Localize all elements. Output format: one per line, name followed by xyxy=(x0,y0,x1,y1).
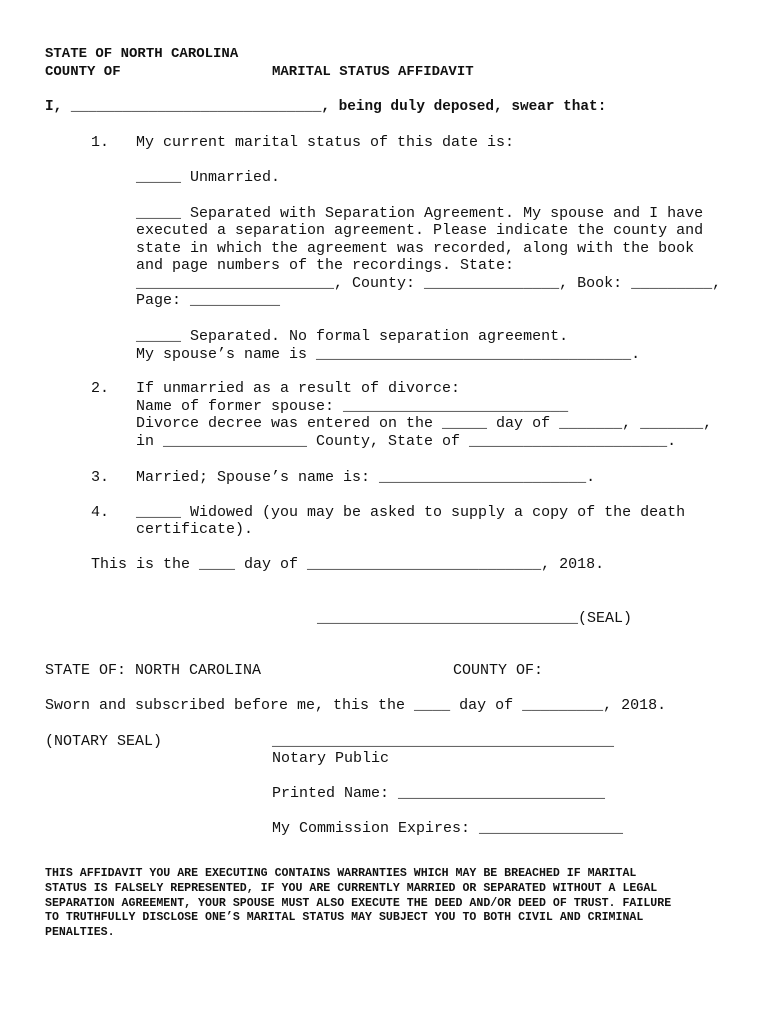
divorce-line: If unmarried as a result of divorce: xyxy=(136,380,461,397)
separated-agreement-line: _____ Separated with Separation Agreement. My spouse and I have xyxy=(136,205,704,222)
separated-agreement-line: executed a separation agreement. Please indicate the county and xyxy=(136,222,704,239)
warning-line: PENALTIES. xyxy=(45,926,115,940)
warning-line: STATUS IS FALSELY REPRESENTED, IF YOU ARE CURRENTLY MARRIED OR SEPARATED WITHOUT A LEGAL xyxy=(45,881,658,895)
header-state: STATE OF NORTH CAROLINA xyxy=(45,46,239,62)
date-line: This is the ____ day of __________________________, 2018. xyxy=(91,556,605,573)
option-unmarried: _____ Unmarried. xyxy=(136,169,281,186)
divorce-decree-field: Divorce decree was entered on the _____ day of _______, _______, xyxy=(136,415,713,432)
printed-name-field: Printed Name: _______________________ xyxy=(272,785,606,802)
warning-line: THIS AFFIDAVIT YOU ARE EXECUTING CONTAINS WARRANTIES WHICH MAY BE BREACHED IF MARITAL xyxy=(45,867,637,880)
notary-public-label: Notary Public xyxy=(272,750,390,767)
document-title: MARITAL STATUS AFFIDAVIT xyxy=(272,64,474,80)
item-1-number: 1. xyxy=(91,134,110,151)
separated-agreement-line: and page numbers of the recordings. State: xyxy=(136,257,515,274)
warning-notice xyxy=(45,867,735,941)
divorce-county-state-field: in ________________ County, State of ______________________. xyxy=(136,433,677,450)
married-spouse-field: Married; Spouse’s name is: _______________________. xyxy=(136,469,596,486)
item-1-text: My current marital status of this date is: xyxy=(136,134,515,151)
notary-state: STATE OF: NORTH CAROLINA xyxy=(45,662,262,679)
former-spouse-field: Name of former spouse: _________________________ xyxy=(136,398,569,415)
separated-agreement-page-field: Page: __________ xyxy=(136,292,281,309)
option-widowed-cont: certificate). xyxy=(136,521,254,538)
notary-signature-line: ______________________________________ xyxy=(272,733,615,750)
separated-agreement-fields: ______________________, County: _______________, Book: _________, xyxy=(136,275,722,292)
spouse-name-field: My spouse’s name is ___________________________________. xyxy=(136,346,641,363)
intro-line: I, _____________________________, being duly deposed, swear that: xyxy=(45,99,607,115)
commission-expires-field: My Commission Expires: ________________ xyxy=(272,820,624,837)
warning-line: TO TRUTHFULLY DISCLOSE ONE’S MARITAL STATUS MAY SUBJECT YOU TO BOTH CIVIL AND CRIMINAL xyxy=(45,911,644,925)
warning-line: SEPARATION AGREEMENT, YOUR SPOUSE MUST ALSO EXECUTE THE DEED AND/OR DEED OF TRUST. FAILURE xyxy=(45,896,672,910)
signature-line: _____________________________(SEAL) xyxy=(317,610,633,627)
sworn-line: Sworn and subscribed before me, this the ____ day of _________, 2018. xyxy=(45,697,667,714)
option-separated-no-agreement: _____ Separated. No formal separation agreement. xyxy=(136,328,569,345)
separated-agreement-line: state in which the agreement was recorded, along with the book xyxy=(136,240,695,257)
notary-county: COUNTY OF: xyxy=(453,662,544,679)
item-2-number: 2. xyxy=(91,380,110,397)
item-3-number: 3. xyxy=(91,469,110,486)
header-county: COUNTY OF xyxy=(45,64,121,80)
option-widowed: _____ Widowed (you may be asked to supply a copy of the death xyxy=(136,504,686,521)
notary-seal: (NOTARY SEAL) xyxy=(45,733,163,750)
item-4-number: 4. xyxy=(91,504,110,521)
